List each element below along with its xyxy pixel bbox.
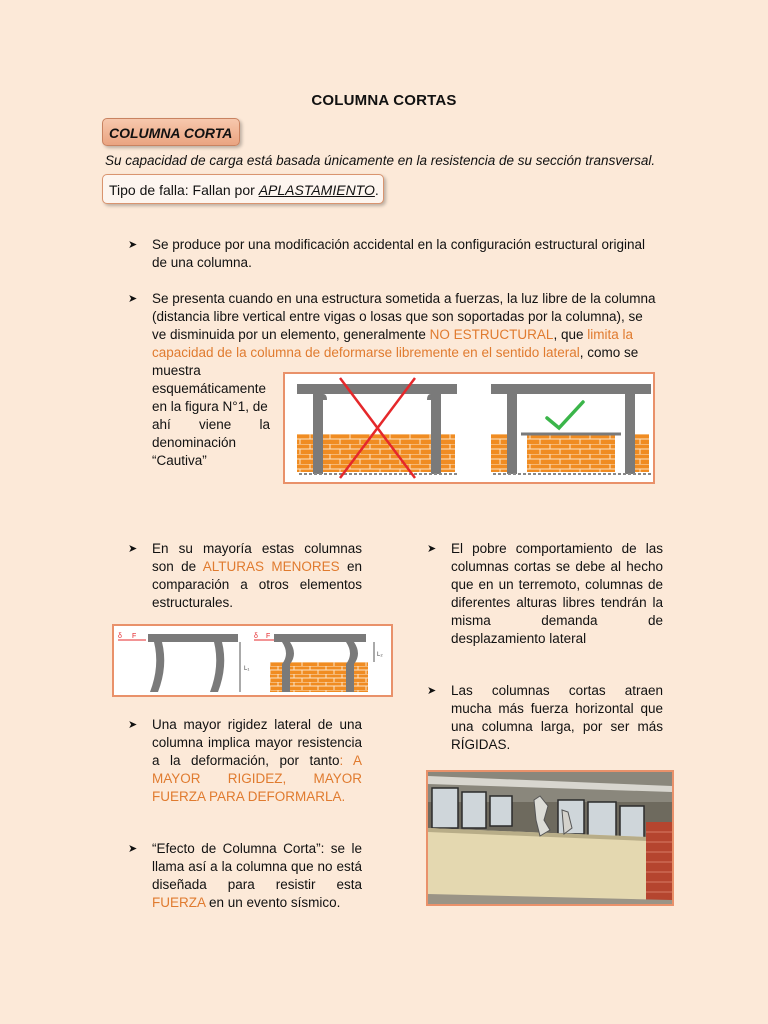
photo-illustration (428, 772, 672, 904)
bullet-7-line: mucha más fuerza horizontal que (451, 701, 663, 716)
highlight-text: ALTURAS MENORES (202, 559, 340, 574)
text-run: a la deformación, por tanto (152, 753, 340, 768)
gap (615, 432, 625, 474)
beam (491, 384, 651, 394)
bullet-4-line: columna implica mayor resistencia (152, 735, 362, 750)
bullet-2-line: denominación (152, 435, 237, 450)
bullet-4-line (152, 752, 362, 770)
column-deformed (346, 642, 358, 664)
bullet-6-line: misma demanda de (451, 613, 663, 628)
text-run: , que (553, 327, 588, 342)
column-deformed (282, 642, 294, 664)
delta-label: δ (254, 633, 258, 640)
bullet-1 (128, 236, 664, 276)
column-deformed (210, 642, 224, 692)
text-run: son de (152, 559, 203, 574)
beam (274, 634, 366, 642)
haunch (323, 394, 431, 400)
column-deformed (150, 642, 164, 692)
figure-1-diagram (285, 374, 653, 482)
bullet-arrow-icon: ➤ (128, 293, 138, 305)
bullet-1-line: de una columna. (152, 255, 252, 270)
bullet-5-line: “Efecto de Columna Corta”: se le (152, 841, 362, 856)
highlight-text: NO ESTRUCTURAL (429, 327, 554, 342)
subtitle: Su capacidad de carga está basada únicamente en la resistencia de su sección transversal. (105, 153, 656, 168)
frame-left (297, 378, 459, 478)
bullet-2-line: Se presenta cuando en una estructura sometida a fuerzas, la luz libre de la columna (152, 291, 656, 306)
bullet-3 (128, 540, 363, 620)
bullet-4 (128, 716, 363, 806)
bullet-arrow-icon: ➤ (128, 543, 138, 555)
bullet-7-line: RÍGIDAS. (451, 737, 511, 752)
bullet-5 (128, 840, 363, 920)
column (625, 394, 635, 474)
bullet-5-line: diseñada para resistir esta (152, 877, 362, 892)
bullet-arrow-icon: ➤ (128, 843, 138, 855)
highlight-text: : A (339, 753, 362, 768)
bullet-6-line: que en un terremoto, columnas de (451, 577, 663, 592)
failure-type-box (102, 174, 384, 204)
text-run: viene (198, 417, 232, 432)
bullet-5-line (152, 894, 362, 912)
failure-prefix: Tipo de falla: Fallan por (109, 182, 259, 198)
section-badge: COLUMNA CORTA (102, 118, 240, 146)
force-label: F (266, 633, 271, 640)
failure-suffix: . (374, 182, 379, 198)
bullet-2-line (152, 326, 664, 344)
bullet-3-line: En su mayoría estas columnas (152, 541, 362, 556)
bullet-1-line: Se produce por una modificación accidental en la configuración estructural original (152, 237, 646, 252)
bullet-2-line: “Cautiva” (152, 453, 207, 468)
l2-label: L₂ (377, 652, 383, 658)
bullet-arrow-icon: ➤ (427, 685, 437, 697)
force-label: F (132, 633, 137, 640)
text-run: en (339, 559, 362, 574)
bullet-6-line: desplazamiento lateral (451, 631, 587, 646)
beam (297, 384, 457, 394)
bullet-3-line (152, 558, 362, 576)
text-run: ahí (152, 417, 171, 432)
failure-emphasis: APLASTAMIENTO (258, 182, 375, 198)
bullet-7-line: Las columnas cortas atraen (451, 683, 663, 698)
gap (517, 432, 527, 474)
bullet-4-line: FUERZA PARA DEFORMARLA. (152, 789, 346, 804)
frame-short-columns (254, 633, 383, 692)
bullet-arrow-icon: ➤ (427, 543, 437, 555)
column (431, 394, 441, 474)
bullet-5-line: llama así a la columna que no está (152, 859, 362, 874)
delta-label: δ (118, 633, 122, 640)
bullet-2-line (152, 416, 270, 434)
bullet-2-line: (distancia libre vertical entre vigas o losas que son soportadas por la columna), se (152, 309, 643, 324)
frame-long-columns (118, 633, 249, 692)
bullet-arrow-icon: ➤ (128, 719, 138, 731)
bullet-7 (427, 682, 667, 758)
text-run: en un evento sísmico. (205, 895, 341, 910)
bullet-2-line: en la figura N°1, de (152, 399, 268, 414)
bullet-6-line: El pobre comportamiento de las (451, 541, 663, 556)
beam (148, 634, 238, 642)
highlight-text: limita la (587, 327, 633, 342)
bullet-arrow-icon: ➤ (128, 239, 138, 251)
text-run: la (259, 417, 270, 432)
figure-1-captive-column (283, 372, 655, 484)
figure-2-displacement (112, 624, 393, 697)
l1-label: L₁ (244, 666, 250, 672)
bullet-6-line: columnas cortas se debe al hecho (451, 559, 663, 574)
frame-right (491, 384, 653, 474)
bullet-3-line: estructurales. (152, 595, 234, 610)
text-run: ve disminuida por un elemento, generalmente (152, 327, 430, 342)
text-run: , como se (579, 345, 639, 360)
bullet-2-line: muestra (152, 363, 201, 378)
figure-2-diagram (114, 626, 391, 695)
column (313, 394, 323, 474)
column (507, 394, 517, 474)
page-title: COLUMNA CORTAS (311, 92, 457, 109)
bullet-6-line: diferentes alturas libres tendrán la (451, 595, 663, 610)
bullet-4-line: Una mayor rigidez lateral de una (152, 717, 362, 732)
bullet-6 (427, 540, 667, 650)
bullet-3-line: comparación a otros elementos (152, 577, 362, 592)
bullet-7-line: una columna larga, por ser más (451, 719, 663, 734)
highlight-text: capacidad de la columna de deformarse libremente en el sentido lateral (152, 345, 580, 360)
highlight-text: FUERZA (152, 895, 206, 910)
bullet-2-narrow-block (152, 362, 272, 470)
bullet-4-line: MAYOR RIGIDEZ, MAYOR (152, 771, 362, 786)
bullet-2-line: esquemáticamente (152, 381, 267, 396)
bullet-2-line (152, 344, 664, 362)
check-icon (547, 402, 583, 428)
photo-short-column-damage (426, 770, 674, 906)
